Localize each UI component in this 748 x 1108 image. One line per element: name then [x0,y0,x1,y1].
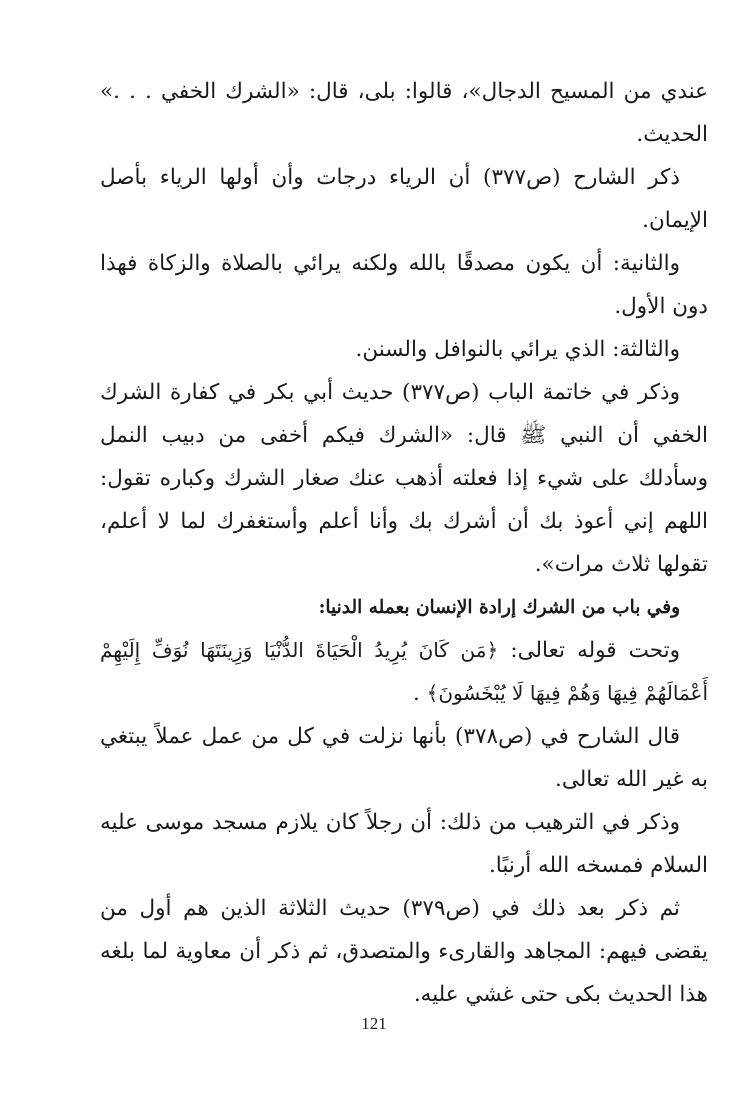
paragraph-tarheeb: وذكر في الترهيب من ذلك: أن رجلاً كان يلازم مسجد موسى عليه السلام فمسخه الله أرنبًا. [100,810,708,878]
paragraph-abu-bakr-hadith: وذكر في خاتمة الباب (ص٣٧٧) حديث أبي بكر في كفارة الشرك الخفي أن النبي ﷺ قال: «الشرك فيكم أخفى من دبيب النمل وسأدلك على شيء إذا فعلته أذهب عنك صغار الشرك وكباره تقول: اللهم إني أعوذ بك أن أشرك بك وأنا أعلم وأستغفرك لما لا أعلم، تقولها ثلاث مرات». [100,380,708,577]
paragraph-second-degree: والثانية: أن يكون مصدقًا بالله ولكنه يرائي بالصلاة والزكاة فهذا دون الأول. [100,251,708,319]
quran-verse: ﴿مَن كَانَ يُرِيدُ الْحَيَاةَ الدُّنْيَا وَزِينَتَهَا نُوَفِّ إِلَيْهِمْ أَعْمَالَهُمْ فِيهَا وَهُمْ فِيهَا لَا يُبْخَسُونَ﴾ [100,638,708,705]
paragraph-three-people-hadith: ثم ذكر بعد ذلك في (ص٣٧٩) حديث الثلاثة الذين هم أول من يقضى فيهم: المجاهد والقارىء والمتصدق، ثم ذكر أن معاوية لما بلغه هذا الحديث بكى حتى غشي عليه. [100,896,708,1007]
paragraph-riya-degrees: ذكر الشارح (ص٣٧٧) أن الرياء درجات وأن أولها الرياء بأصل الإيمان. [100,165,708,233]
page-number: 121 [361,1014,387,1033]
verse-intro: وتحت قوله تعالى: [498,638,681,663]
paragraph-hadith-ending: عندي من المسيح الدجال»، قالوا: بلى، قال: «الشرك الخفي . . .» الحديث. [100,79,708,147]
section-heading: وفي باب من الشرك إرادة الإنسان بعمله الدنيا: [318,597,680,618]
paragraph-third-degree: والثالثة: الذي يرائي بالنوافل والسنن. [355,337,680,362]
paragraph-verse [100,629,708,715]
paragraph-commentary-378: قال الشارح في (ص٣٧٨) بأنها نزلت في كل من عمل عملاً يبتغي به غير الله تعالى. [100,724,708,792]
page-body [100,70,708,1016]
verse-end: . [412,681,427,706]
